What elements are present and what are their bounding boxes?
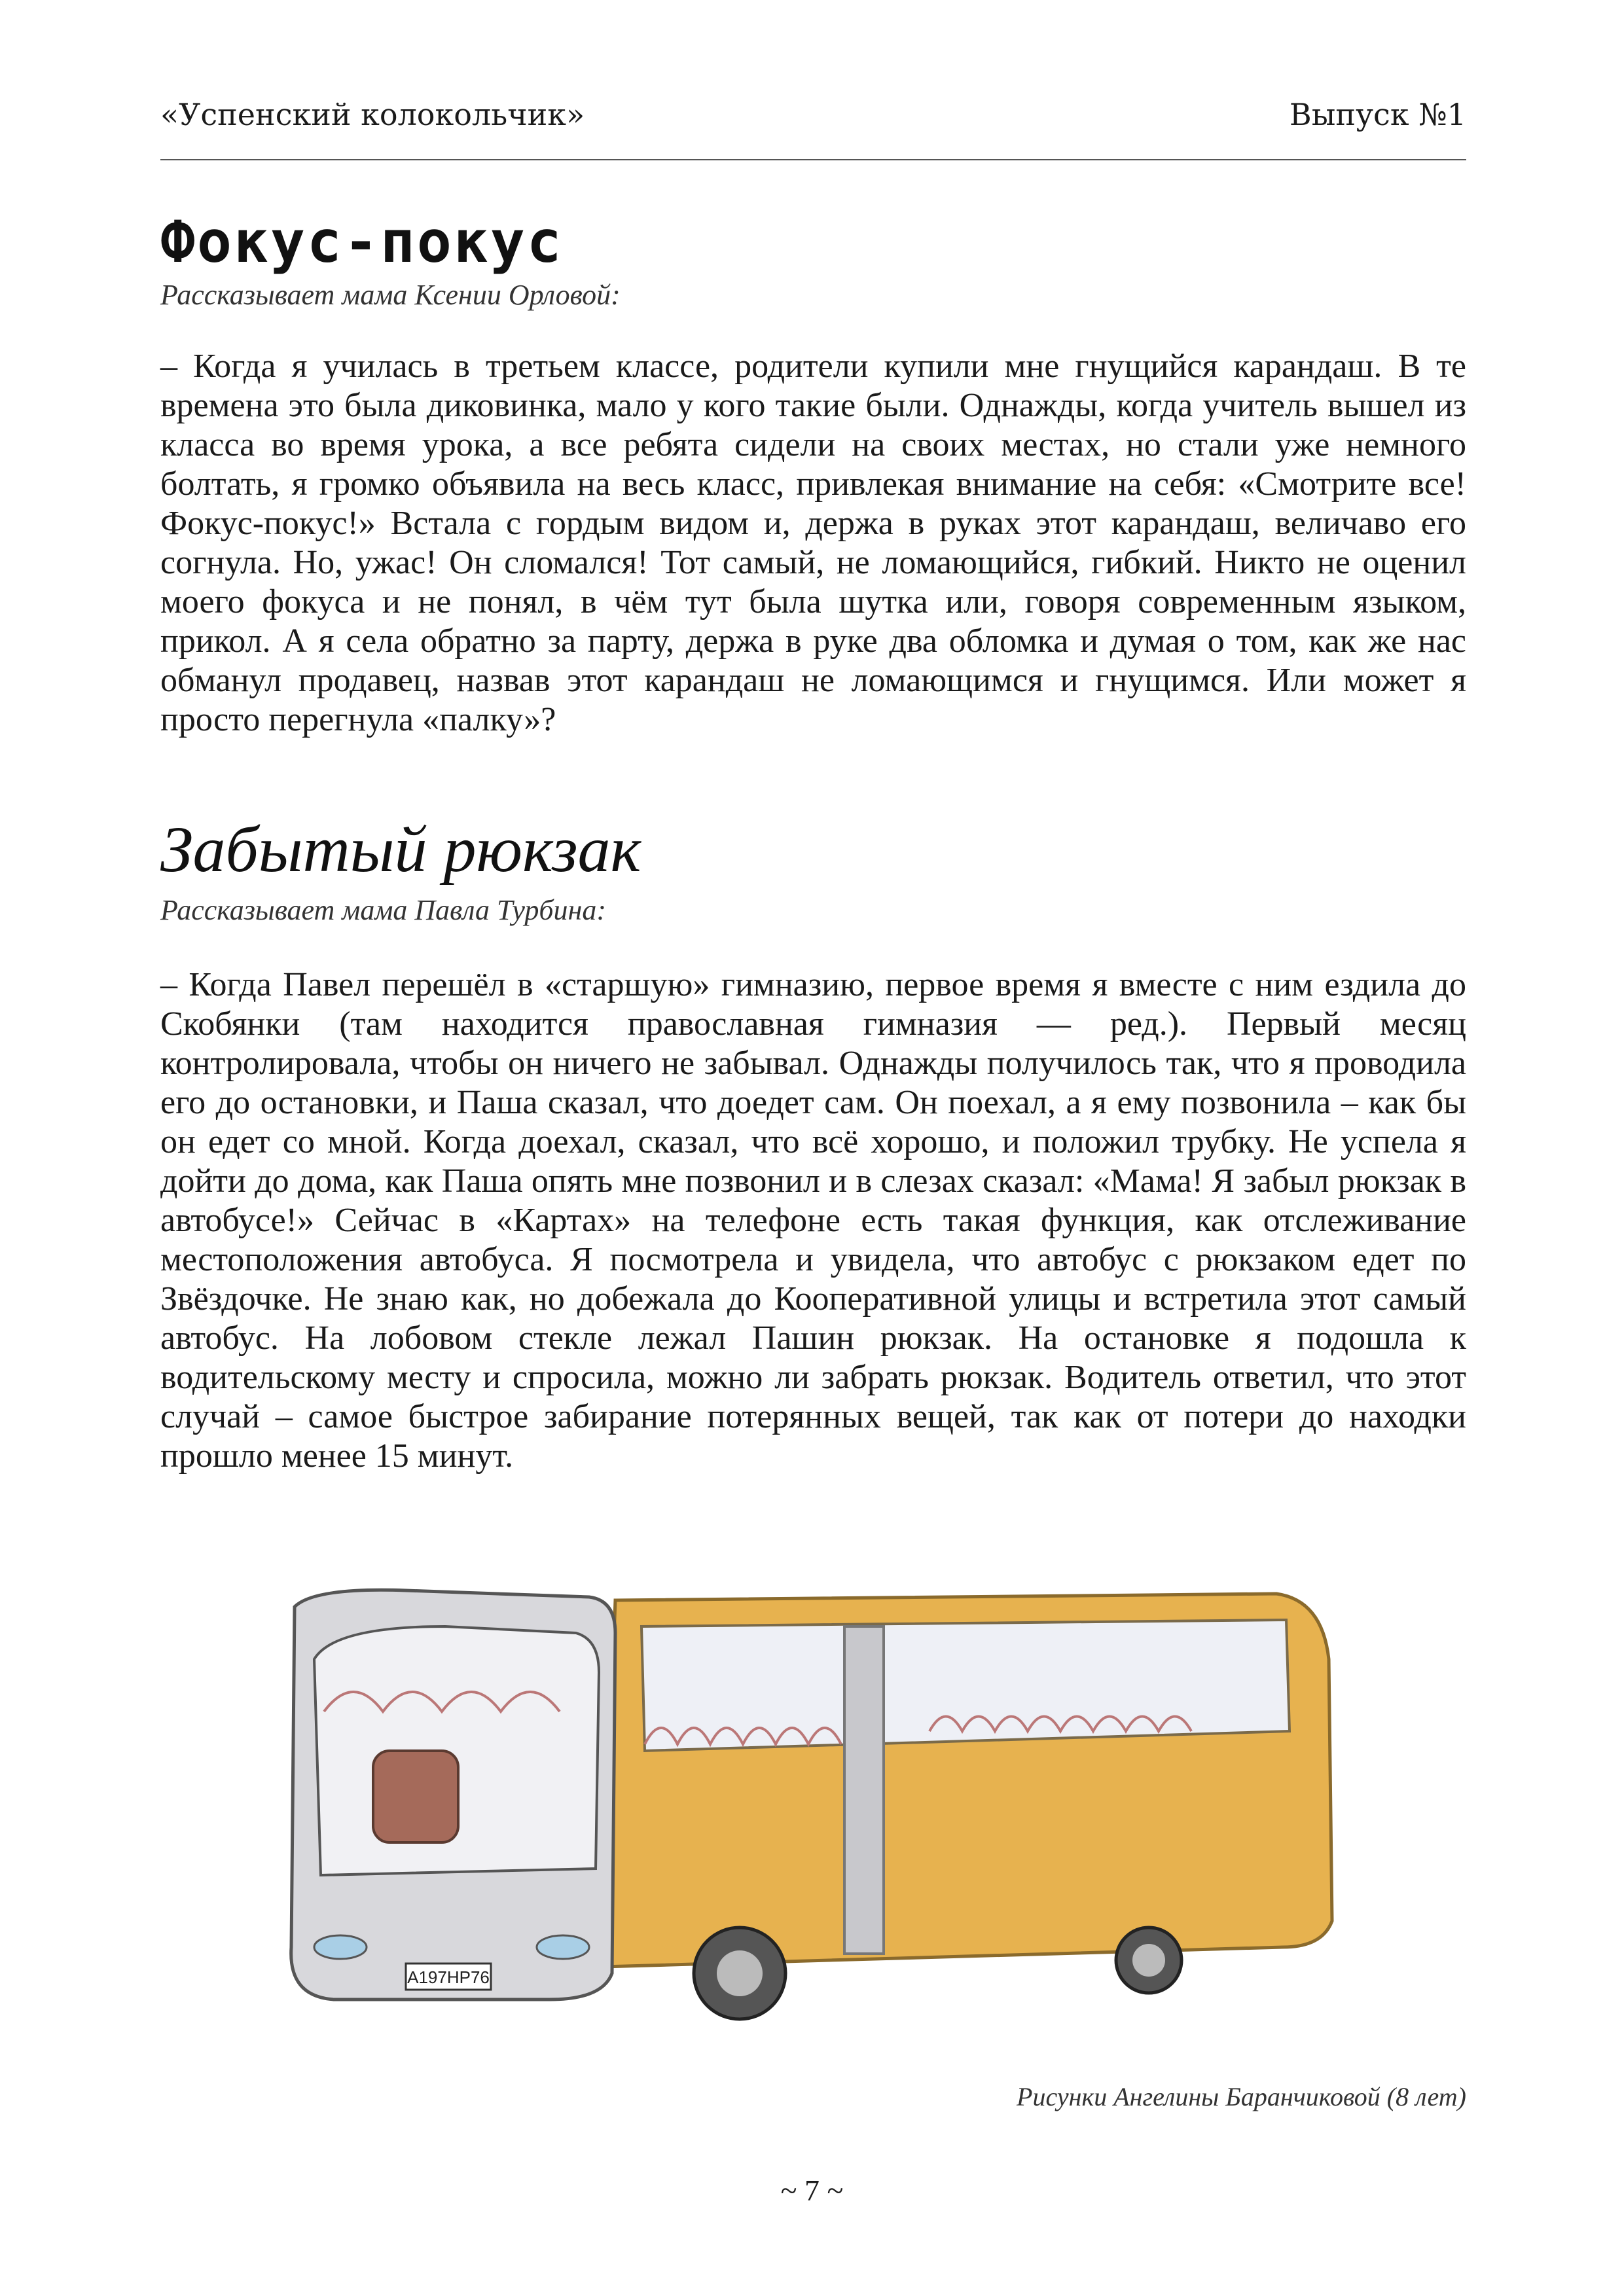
bus-front [291, 1590, 615, 2000]
running-header [160, 97, 1466, 143]
issue-number: Выпуск №1 [1289, 97, 1466, 132]
header-divider [160, 159, 1466, 160]
page-number: ~ 7 ~ [780, 2174, 844, 2207]
article2-byline: Рассказывает мама Павла Турбина: [160, 894, 606, 926]
article1-byline: Рассказывает мама Ксении Орловой: [160, 279, 621, 311]
bus-drawing [275, 1581, 1348, 2045]
backpack [373, 1751, 458, 1842]
publication-title: «Успенский колокольчик» [160, 97, 585, 132]
article2-body: – Когда Павел перешёл в «старшую» гимназию, первое время я вместе с ним ездила до Скобянки (там находится православная гимназия — ред.). Первый месяц контролировала, чтобы он ничего не забывал. Однажды получилось так, что я проводила его до остановки, и Паша сказал, что доедет сам. Он поехал, а я ему позвонила – как бы он едет со мной. Когда доехал, сказал, что всё хорошо, и положил трубку. Не успела я дойти до дома, как Паша опять мне позвонил и в слезах сказал: «Мама! Я забыл рюкзак в автобусе!» Сейчас в «Картах» на телефоне есть такая функция, как отслеживание местоположения автобуса. Я посмотрела и увидела, что автобус с рюкзаком едет по Звёздочке. Не знаю как, но добежала до Кооперативной улицы и встретила этот самый автобус. На лобовом стекле лежал Пашин рюкзак. На остановке я подошла к водительскому месту и спросила, можно ли забрать рюкзак. Водитель ответил, что этот случай – самое быстрое забирание потерянных вещей, так как от потери до находки прошло менее 15 минут. [160, 966, 1466, 1475]
article1-title: Фокус-покус [160, 208, 564, 276]
article1-body: – Когда я училась в третьем классе, родители купили мне гнущийся карандаш. В те времена это была диковинка, мало у кого такие были. Однажды, когда учитель вышел из класса во время урока, а все ребята сидели на своих местах, но стали уже немного болтать, я громко объявила на весь класс, привлекая внимание на себя: «Смотрите все! Фокус-покус!» Встала с гордым видом и, держа в руках этот карандаш, величаво его согнула. Но, ужас! Он сломался! Тот самый, не ломающийся, гибкий. Никто не оценил моего фокуса и не понял, в чём тут была шутка или, говоря современным языком, прикол. А я села обратно за парту, держа в руке два обломка и думая о том, как же нас обманул продавец, назвав этот карандаш не ломающимся и гнущимся. Или может я просто перегнула «палку»? [160, 348, 1466, 738]
illustration-caption: Рисунки Ангелины Баранчиковой (8 лет) [1017, 2082, 1466, 2111]
article2-title: Забытый рюкзак [160, 813, 641, 886]
bus-body [602, 1594, 1332, 1967]
license-plate: А197НР76 [407, 1967, 490, 1987]
